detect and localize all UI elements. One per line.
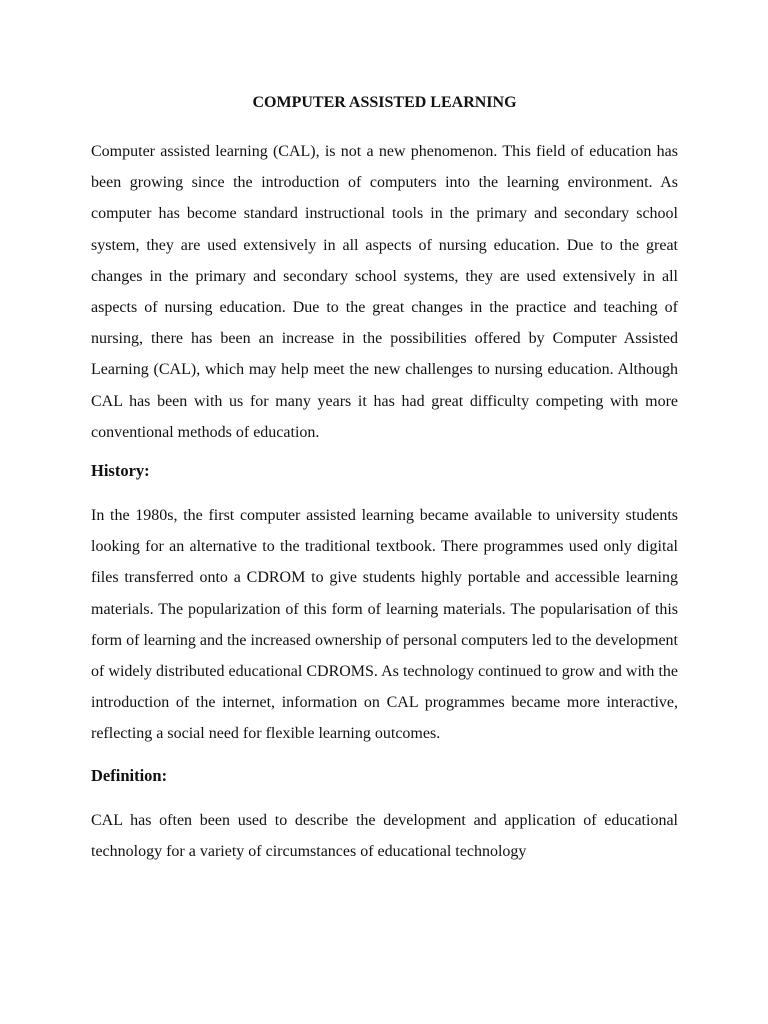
definition-paragraph: CAL has often been used to describe the development and application of educational technology for a variety of circumstances of educational technology <box>91 811 678 860</box>
definition-heading: Definition: <box>91 765 168 785</box>
document-title: COMPUTER ASSISTED LEARNING <box>252 94 517 111</box>
intro-paragraph: Computer assisted learning (CAL), is not a new phenomenon. This field of education has been growing since the introduction of computers into the learning environment. As computer has become standard instructional tools in the primary and secondary school system, they are used extensively in all aspects of nursing education. Due to the great changes in the primary and secondary school systems, they are used extensively in all aspects of nursing education. Due to the great changes in the practice and teaching of nursing, there has been an increase in the possibilities offered by Computer Assisted Learning (CAL), which may help meet the new challenges to nursing education. Although CAL has been with us for many years it has had great difficulty competing with more conventional methods of education. <box>91 143 678 441</box>
document-page <box>91 92 678 867</box>
history-paragraph: In the 1980s, the first computer assisted learning became available to university students looking for an alternative to the traditional textbook. There programmes used only digital files transferred onto a CDROM to give students highly portable and accessible learning materials. The popularization of this form of learning materials. The popularisation of this form of learning and the increased ownership of personal computers led to the development of widely distributed educational CDROMS. As technology continued to grow and with the introduction of the internet, information on CAL programmes became more interactive, reflecting a social need for flexible learning outcomes. <box>91 507 678 743</box>
history-heading: History: <box>91 461 150 481</box>
